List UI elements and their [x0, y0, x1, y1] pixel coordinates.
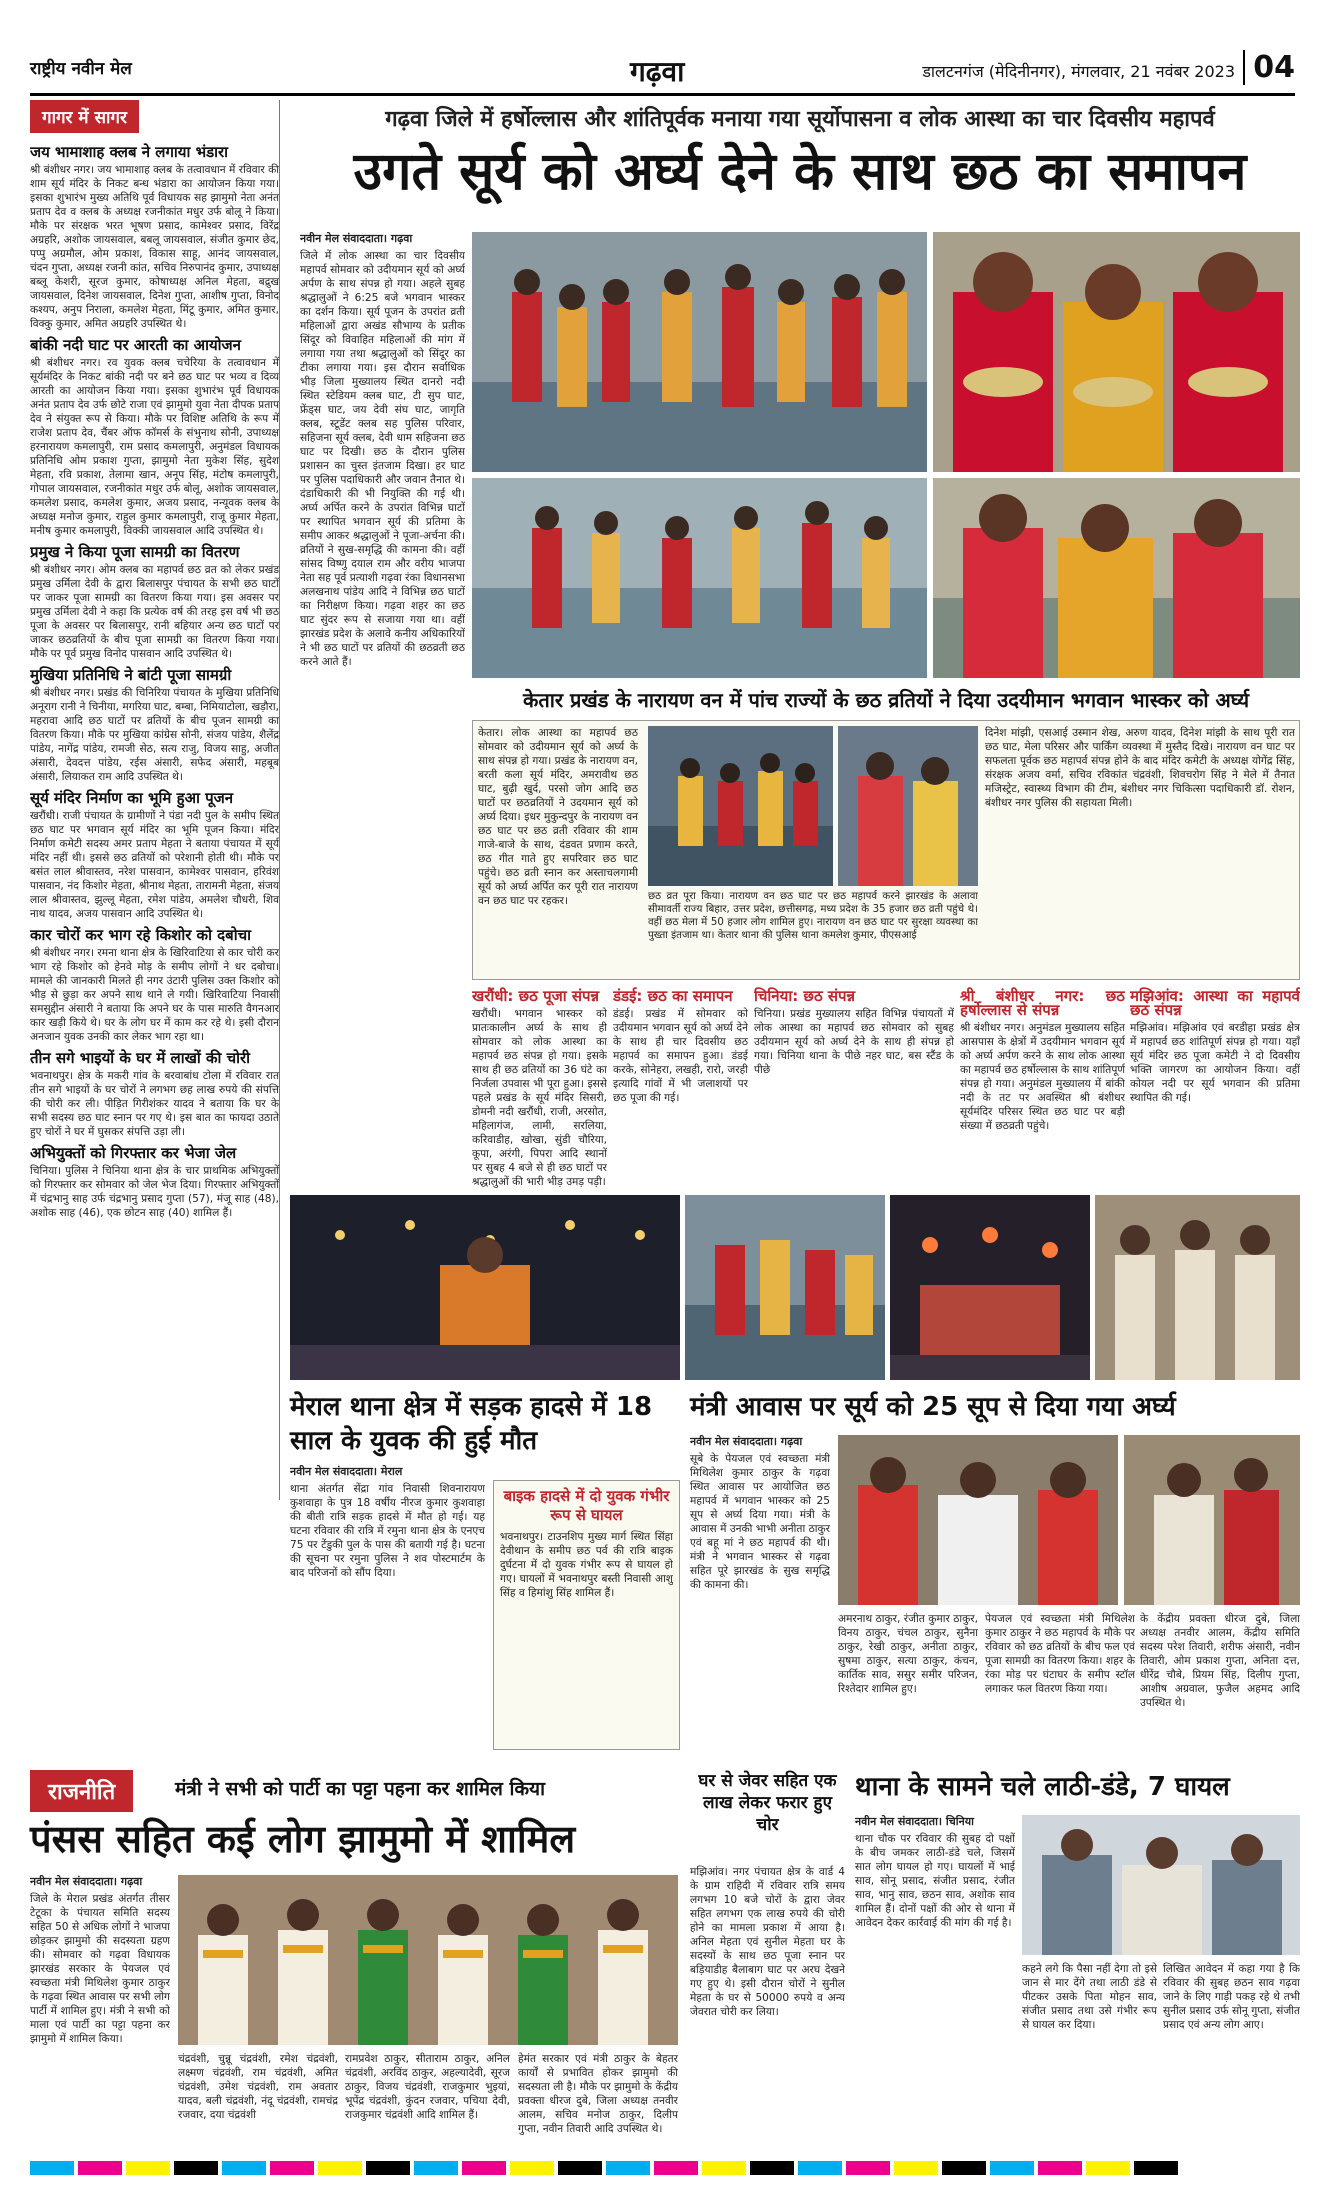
brief-body: खरौंधी। राजी पंचायत के ग्रामीणों ने पंडा नदी पुल के समीप स्थित छठ घाट पर भगवान सूर्य मंदिर का भूमि पूजन किया। मंदिर निर्माण कमेटी सदस्य अमर प्रताप मेहता ने बताया पंचायत में सूर्य मंदिर नहीं थी। इससे छठ व्रतियों को परेशानी होती थी। मौके पर बसंत लाल श्रीवास्तव, नरेश पासवान, कामेश्वर पासवान, हरिवंश पासवान, नंद किशोर मेहता, श्रीनाथ मेहता, तारामनी मेहता, संजय लाल श्रीवास्तव, झुल्लू मेहता, रमेश पांडेय, अमलेश चौधरी, शिव नाथ यादव, अजय पासवान आदि उपस्थित थे।	[30, 810, 279, 920]
color-swatch	[414, 2161, 458, 2175]
kharaundhi-body: खरौंधी। भगवान भास्कर को प्रातःकालीन अर्घ्य के साथ ही सोमवार को लोक आस्था का महापर्व छठ संपन्न हो गया। इसके साथ ही छठ व्रतियों का 36 घंटे का निर्जला उपवास भी पूरा हुआ। इससे पहले प्रखंड के सूर्य मंदिर सिसरी, डोमनी नदी खरौंधी, राजी, अरसोत, महिलागंज, लामी, सरलिया, करिवाडीह, खोखा, सुंडी चौरिया, कूपा, अरंगी, पिपरा आदि स्थानों पर सुबह 4 बजे से ही छठ घाटों पर श्रद्धालुओं की भारी भीड़ उमड़ पड़ी।	[472, 1008, 607, 1188]
politics-kicker: मंत्री ने सभी को पार्टी का पट्टा पहना कर शामिल किया	[175, 1778, 545, 1800]
photo-minister-fruit	[1124, 1435, 1300, 1605]
lathi-col2: कहने लगे कि पैसा नहीं देगा तो इसे जान से मार देंगे तथा लाठी डंडे से पीटकर उसके पिता मोहन साव, संजीत प्रसाद तथा उसे गंभीर रूप से घायल कर दिया।	[1022, 1963, 1157, 2031]
bike-accident-box	[493, 1480, 680, 1750]
photo-night-aarti	[290, 1195, 680, 1380]
photo-officials	[1095, 1195, 1300, 1380]
color-swatch	[1038, 2161, 1082, 2175]
lead-body-column	[300, 232, 465, 977]
color-swatch	[750, 2161, 794, 2175]
byline: नवीन मेल संवाददाता। गढ़वा	[300, 232, 413, 245]
chiniya-body: चिनिया। प्रखंड मुख्यालय सहित विभिन्न पंचायतों में लोक आस्था का महापर्व छठ सोमवार को सुबह उदीयमान सूर्य को अर्घ्य देने के साथ ही संपन्न हो गया। चिनिया थाना के पीछे नहर घाट, बस स्टैंड के पीछे	[754, 1008, 954, 1076]
lead-headline: उगते सूर्य को अर्घ्य देने के साथ छठ का समापन	[353, 142, 1247, 202]
color-swatch	[702, 2161, 746, 2175]
color-swatch	[1134, 2161, 1178, 2175]
color-swatch	[846, 2161, 890, 2175]
print-color-bar	[30, 2160, 1295, 2176]
color-swatch	[270, 2161, 314, 2175]
lathi-body: थाना चौक पर रविवार की सुबह दो पक्षों के बीच जमकर लाठी-डंडे चले, जिसमें सात लोग घायल हो गए। घायलों में भाई साव, सोनू प्रसाद, संजीत प्रसाद, रंजीत साव, भानु साव, छठन साव, अशोक साव शामिल हैं। दोनों पक्षों की ओर से थाना में आवेदन देकर कार्रवाई की मांग की गई है।	[855, 1833, 1015, 1929]
minister-arghya-col4: के केंद्रीय प्रवक्ता धीरज दुबे, जिला अध्यक्ष तनवीर आलम, केंद्रीय समिति सदस्य परेश तिवारी, शरीफ अंसारी, नवीन तिवारी, ओम प्रकाश गुप्ता, अनिता दत्त, धीरेंद्र चौबे, प्रियम सिंह, दिलीप गुप्ता, आशीष अग्रवाल, फुजैल अहमद आदि उपस्थित थे।	[1140, 1613, 1300, 1709]
color-swatch	[462, 2161, 506, 2175]
theft-headline: घर से जेवर सहित एक लाख लेकर फरार हुए चोर	[698, 1771, 837, 1835]
brief-title: तीन सगे भाइयों के घर में लाखों की चोरी	[30, 1049, 251, 1067]
brief-title: प्रमुख ने किया पूजा सामग्री का वितरण	[30, 543, 240, 561]
photo-ketar-1	[648, 726, 833, 886]
brief-body: श्री बंशीधर नगर। ओम क्लब का महापर्व छठ व्रत को लेकर प्रखंड प्रमुख उर्मिला देवी के द्वारा बिलासपुर पंचायत के सभी छठ घाटों पर जाकर पूजा सामग्री का वितरण किया गया। इस अवसर पर प्रमुख उर्मिला देवी ने कहा कि प्रत्येक वर्ष की तरह इस वर्ष भी छठ पूजा के अवसर पर बिलासपुर, रानी बहियार अन्य छठ घाटों पर जाकर छठव्रतियों के बीच पूजा सामग्री का वितरण किया गया। मौके पर पूर्व प्रमुख विनोद पासवान आदि उपस्थित थे।	[30, 564, 279, 660]
color-swatch	[126, 2161, 170, 2175]
politics-names-2: रामप्रवेश ठाकुर, सीताराम ठाकुर, अनिल चंद्रवंशी, अरविंद ठाकुर, अहल्यादेवी, सूरज ठाकुर, विजय चंद्रवंशी, राजकुमार भुइयां, भूपेंद्र चंद्रवंशी, कुंदन रजवार, पचिया देवी, राजकुमार चंद्रवंशी आदि शामिल हैं।	[345, 2053, 510, 2121]
brief-item	[30, 543, 279, 661]
masthead	[30, 50, 1295, 96]
ketar-right: दिनेश मांझी, एसआई उस्मान शेख, अरुण यादव, दिनेश मांझी के साथ पूरी रात छठ घाट, मेला परिसर और पार्किंग व्यवस्था में मुस्तैद दिखे। नारायण वन घाट पर सफलता पूर्वक छठ महापर्व संपन्न होने के बाद मंदिर कमेटी के अध्यक्ष योगेंद्र सिंह, संरक्षक अजय वर्मा, सचिव रविकांत चंद्रवंशी, शिवचरोग सिंह ने मेले में तैनात मजिस्ट्रेट, स्वास्थ्य विभाग की टीम, बंशीधर नगर चिकित्सा पदाधिकारी डॉ. रोशन, बंशीधर नगर पुलिस की सहायता मिली।	[985, 727, 1295, 809]
color-swatch	[798, 2161, 842, 2175]
color-swatch	[78, 2161, 122, 2175]
photo-lights-ghat	[890, 1195, 1090, 1380]
lathi-headline: थाना के सामने चले लाठी-डंडे, 7 घायल	[855, 1772, 1230, 1802]
brief-item	[30, 926, 279, 1044]
brief-title: मुखिया प्रतिनिधि ने बांटी पूजा सामग्री	[30, 666, 232, 684]
brief-item	[30, 666, 279, 784]
politics-body: जिले के मेराल प्रखंड अंतर्गत तीसर टेटूका के पंचायत समिति सदस्य सहित 50 से अधिक लोगों ने भाजपा छोड़कर झामुमो की सदस्यता ग्रहण की। सोमवार को गढ़वा विधायक झारखंड सरकार के पेयजल एवं स्वच्छता मंत्री मिथिलेश कुमार ठाकुर के गढ़वा स्थित आवास पर सभी लोग पार्टी में शामिल हुए। मंत्री ने सभी को माला एवं पार्टी का पट्टा पहना कर झामुमो में शामिल किया।	[30, 1893, 170, 2045]
bdnagar-body: श्री बंशीधर नगर। अनुमंडल मुख्यालय सहित आसपास के क्षेत्रों में उदयीमान भगवान सूर्य को अर्घ्य अर्पण करने के साथ लोक आस्था का महापर्व छठ हर्षोल्लास के साथ शांतिपूर्ण संपन्न हो गया। अनुमंडल मुख्यालय में बांकी नदी के तट पर अवस्थित श्री बंशीधर सूर्यमंदिर परिसर स्थित छठ घाट पर बड़ी संख्या में छठव्रती पहुंचे।	[960, 1022, 1125, 1132]
brief-title: अभियुक्तों को गिरफ्तार कर भेजा जेल	[30, 1144, 237, 1162]
ketar-body: केतार। लोक आस्था का महापर्व छठ सोमवार को उदीयमान सूर्य को अर्घ्य के साथ संपन्न हो गया। प्रखंड के नारायण वन, बरती कला सूर्य मंदिर, अमरावीथ छठ घाट, बुढ़ी खुर्द, परसो जोग आदि छठ घाटों पर छठव्रतियों ने उदयमान सूर्य को अर्घ्य दिया। इधर मुकुन्दपुर के नारायण वन छठ घाट पर छठ व्रती रविवार की शाम गाजे-बाजे के साथ, दंडवत प्रणाम करते, छठ गीत गाते हुए सपरिवार छठ घाट पहुंचे। छठ व्रती स्नान कर अस्ताचलगामी सूर्य को अर्घ्य अर्पित कर पूरी रात नारायण वन छठ घाट पर रहकर।	[478, 727, 638, 907]
left-column	[30, 100, 280, 1500]
politics-body-column	[30, 1875, 170, 2160]
minister-arghya-col3: पेयजल एवं स्वच्छता मंत्री मिथिलेश कुमार ठाकुर ने छठ महापर्व के मौके पर रविवार को छठ व्रतियों के बीच फल एवं पूजा सामग्री का वितरण किया। शहर के रंका मोड़ पर घंटाघर के समीप स्टॉल लगाकर फल वितरण किया गया।	[985, 1613, 1135, 1695]
color-swatch	[654, 2161, 698, 2175]
minister-arghya-headline: मंत्री आवास पर सूर्य को 25 सूप से दिया गया अर्घ्य	[690, 1392, 1176, 1422]
ketar-headline: केतार प्रखंड के नारायण वन में पांच राज्यों के छठ व्रतियों ने दिया उदयीमान भगवान भास्कर को अर्घ्य	[522, 688, 1250, 712]
brief-item	[30, 143, 279, 331]
brief-body: भवनाथपुर। क्षेत्र के मकरी गांव के बरवाबांध टोला में रविवार रात तीन सगे भाइयों के घर चोरों ने लगभग छह लाख रुपये की संपत्ति की चोरी कर ली। पीड़ित गिरीशंकर यादव ने बताया कि घर के सभी सदस्य छठ घाट स्नान पर गए थे। इस बात का फायदा उठाते हुए चोरों ने घर में घुसकर संपत्ति उड़ा ली।	[30, 1070, 279, 1138]
brief-body: श्री बंशीधर नगर। रमना थाना क्षेत्र के खिरिवाटिया से कार चोरी कर भाग रहे किशोर को हेनवे मोड़ के समीप लोगों ने धर दबोचा। मामले की जानकारी मिलते ही नगर उंटारी पुलिस उक्त किशोर को भीड़ से छुड़ा कर अपने साथ थाने ले गयी। खिरिवाटिया निवासी समसुद्दीन अंसारी ने बताया कि अपने घर के पास मारुति वैगनआर कार खड़ी किये थे। घर के लोग घर में काम कर रहे थे। इसी दौरान अनजान युवक उनकी कार लेकर भाग रहा था।	[30, 947, 279, 1043]
meral-body-column	[290, 1465, 485, 1755]
lathi-col3: लिखित आवेदन में कहा गया है कि रविवार की सुबह छठन साव गढ़वा जाने के लिए गाड़ी पकड़ रहे थे तभी सुनील प्रसाद उर्फ सोनू गुप्ता, संजीत प्रसाद एवं अन्य लोग आए।	[1163, 1963, 1300, 2031]
byline: नवीन मेल संवाददाता। गढ़वा	[30, 1875, 143, 1888]
meral-headline: मेराल थाना क्षेत्र में सड़क हादसे में 18 साल के युवक की हुई मौत	[290, 1392, 653, 1456]
minister-arghya-col2: अमरनाथ ठाकुर, रंजीत कुमार ठाकुर, विनय ठाकुर, चंचल ठाकुर, सुनैना ठाकुर, रेखी ठाकुर, अनीता ठाकुर, सुषमा ठाकुर, सत्या ठाकुर, कंचन, कार्तिक साव, ससुर समीर परिजन, रिश्तेदार शामिल हुए।	[838, 1613, 978, 1695]
color-swatch	[174, 2161, 218, 2175]
theft-body: मझिआंव। नगर पंचायत क्षेत्र के वार्ड 4 के ग्राम राहिदी में रविवार रात्रि समय लगभग 10 बजे चोरों के द्वारा जेवर सहित लगभग एक लाख रुपये की चोरी होने का मामला प्रकाश में आया है। अनिल मेहता एवं सुनील मेहता घर के सदस्यों के साथ छठ पूजा स्नान पर बड़ियाडीह बैलाबाग घाट पर अरघ देखने गए हुए थे। इसी दौरान चोरों ने सुनील मेहता के घर से 50000 रुपये व अन्य जेवरात चोरी कर लिया।	[690, 1866, 845, 2018]
color-swatch	[606, 2161, 650, 2175]
meral-body: थाना अंतर्गत सेंद्रा गांव निवासी शिवनारायण कुशवाहा के पुत्र 18 वर्षीय नीरज कुमार कुशवाहा की बीती रात्रि सड़क हादसे में मौत हो गई। यह घटना रविवार की रात्रि में रमुना थाना क्षेत्र के एनएच 75 पर टेंडुकी पुल के पास की बतायी गई है। घटना की सूचना पर रमुना पुलिस ने शव पोस्टमार्टम के बाद परिजनों को सौंप दिया।	[290, 1483, 485, 1579]
ketar-caption: छठ व्रत पूरा किया। नारायण वन छठ घाट पर छठ महापर्व करने झारखंड के अलावा सीमावर्ती राज्य बिहार, उत्तर प्रदेश, छत्तीसगढ़, मध्य प्रदेश के 35 हजार छठ व्रती पहुंचे थे। वहीं छठ मेला में 50 हजार लोग शामिल हुए। नारायण वन छठ घाट पर सुरक्षा व्यवस्था का पुख्ता इंतजाम था। केतार थाना की पुलिस थाना कमलेश कुमार, पीएसआई	[648, 891, 978, 941]
color-swatch	[990, 2161, 1034, 2175]
photo-minister-home	[838, 1435, 1118, 1605]
politics-tag: राजनीति	[30, 1770, 133, 1812]
minister-arghya-body: सूबे के पेयजल एवं स्वच्छता मंत्री मिथिलेश कुमार ठाकुर के गढ़वा स्थित आवास पर आयोजित छठ महापर्व में भगवान भास्कर को 25 सूप से अर्घ्य दिया गया। मंत्री के आवास में उनकी भाभी अनीता ठाकुर एवं बहू मां ने छठ महापर्व की थी। मंत्री ने भगवान भास्कर से गढ़वा सहित पूरे झारखंड के सुख समृद्धि की कामना की।	[690, 1453, 830, 1591]
color-swatch	[894, 2161, 938, 2175]
brief-title: बांकी नदी घाट पर आरती का आयोजन	[30, 336, 242, 354]
color-swatch	[1086, 2161, 1130, 2175]
photo-injured	[1022, 1815, 1300, 1955]
color-swatch	[318, 2161, 362, 2175]
photo-women-worship	[933, 232, 1300, 472]
politics-headline: पंसस सहित कई लोग झामुमो में शामिल	[30, 1817, 576, 1861]
photo-ketar-2	[838, 726, 978, 886]
brief-item	[30, 789, 279, 921]
minister-arghya-body-column	[690, 1435, 830, 1755]
brief-body: श्री बंशीधर नगर। जय भामाशाह क्लब के तत्वावधान में रविवार की शाम सूर्य मंदिर के निकट बन्ध भंडारा का आयोजन किया गया। इसका शुभारंभ मुख्य अतिथि पूर्व विधायक सह झामुमो नेता अनंत प्रताप देव व क्लब के अध्यक्ष रजनीकांत मधुर उर्फ बोलू ने किया। मौके पर संरक्षक भरत भूषण प्रसाद, कामेश्वर प्रसाद, विरेंद्र अग्रहरि, अशोक जायसवाल, बबलू जायसवाल, संजीत कुमार छेद, पप्पु अग्रमौल, ओम प्रकाश, विकास साहू, आनंद जायसवाल, चंदन गुप्ता, अध्यक्ष रजनी कांत, सचिव निरुपानंद कुमार, उपाध्यक्ष बब्लू केशरी, सूरज कुमार, कोषाध्यक्ष अनिल मेहता, बद्रुख जायसवाल, दिनेश जायसवाल, दिनेश गुप्ता, आशीष गुप्ता, विनोद कश्यप, अनुप निराला, कमलेश मेहता, मिंटू कुमार, अमित कुमार, विक्कु कुमार, अमित अग्रहरि उपस्थित थे।	[30, 164, 279, 330]
color-swatch	[510, 2161, 554, 2175]
majhiaon-brief	[1130, 985, 1300, 1190]
brief-body: श्री बंशीधर नगर। प्रखंड की चिनिरिया पंचायत के मुखिया प्रतिनिधि अनूराग रानी ने चिनीया, मगरिया घाट, बम्बा, निमियाटोला, खड़ौरा, महरावा आदि छठ घाटों पर व्रतियों के बीच पूजन सामग्री का वितरण किया। मौके पर मुखिया कांग्रेस सोनी, संजय पांडेय, शैलेंद्र पांडेय, नागेंद्र पांडेय, रामजी सेठ, सत्य राजु, विजय साहु, अजीत अंसारी, देवदत्त पांडेय, रईस अंसारी, सफेद अंसारी, महबूब अंसारी, लियाकत राम आदि उपस्थित थे।	[30, 687, 279, 783]
politics-names-1: चंद्रवंशी, चुन्नू चंद्रवंशी, रमेश चंद्रवंशी, लक्ष्मण चंद्रवंशी, राम चंद्रवंशी, अमित चंद्रवंशी, उमेश चंद्रवंशी, राम अवतार यादव, बली चंद्रवंशी, नंदू चंद्रवंशी, रामचंद्र रजवार, दया चंद्रवंशी	[178, 2053, 338, 2121]
brief-item	[30, 336, 279, 538]
section-tag: गागर में सागर	[30, 100, 139, 133]
photo-jmm-joining	[178, 1875, 678, 2045]
kharaundhi-title: खरौंधी: छठ पूजा संपन्न	[472, 987, 600, 1005]
color-swatch	[558, 2161, 602, 2175]
majhiaon-title: मझिआंव: आस्था का महापर्व छठ संपन्न	[1130, 987, 1300, 1019]
byline: नवीन मेल संवाददाता। मेराल	[290, 1465, 403, 1478]
chiniya-brief	[754, 985, 954, 1190]
bike-accident-body: भवनाथपुर। टाउनशिप मुख्य मार्ग स्थित सिंहा देवीथान के समीप छठ पर्व की रात्रि बाइक दुर्घटना में दो युवक गंभीर रूप से घायल हो गए। घायलों में भवनाथपुर बस्ती निवासी आशु सिंह व हिमांशु सिंह शामिल हैं।	[500, 1531, 673, 1599]
photo-river-arghya	[472, 478, 927, 678]
color-swatch	[942, 2161, 986, 2175]
dateline: डालटनगंज (मेदिनीनगर), मंगलवार, 21 नवंबर 2023	[922, 62, 1235, 81]
byline: नवीन मेल संवाददाता। गढ़वा	[690, 1435, 803, 1448]
byline: नवीन मेल संवाददाता। चिनिया	[855, 1815, 974, 1828]
color-swatch	[30, 2161, 74, 2175]
brief-title: जय भामाशाह क्लब ने लगाया भंडारा	[30, 143, 229, 161]
bdnagar-brief	[960, 985, 1125, 1190]
photo-ghat-morning	[685, 1195, 885, 1380]
brief-title: सूर्य मंदिर निर्माण का भूमि हुआ पूजन	[30, 789, 234, 807]
majhiaon-body: मझिआंव। मझिआंव एवं बरडीहा प्रखंड क्षेत्र में महापर्व छठ शांतिपूर्ण संपन्न हो गया। यहाँ सूर्य मंदिर छठ पूजा कमेटी ने दो दिवसीय भक्ति जागरण का आयोजन किया। वहीं कोयल नदी पर सूर्य भगवान की प्रतिमा स्थापित की गई।	[1130, 1022, 1300, 1104]
brief-body: श्री बंशीधर नगर। रव युवक क्लब चचेरिया के तत्वावधान में सूर्यमंदिर के निकट बांकी नदी पर बने छठ घाट पर भव्य व दिव्य आरती का आयोजन किया गया। इसका शुभारंभ पूर्व विधायक अनंत प्रताप देव उर्फ छोटे राजा एवं झामुमो युवा नेता दीपक प्रताप देव ने संयुक्त रूप से किया। मौके पर विशिष्ट अतिथि के रूप में राजेश प्रताप देव, चैंबर ऑफ कॉमर्स के संभुनाथ सोनी, उपाध्यक्ष हरनारायण कमलापुरी, राम प्रसाद कमलापुरी, अनुमंडल विधायक प्रतिनिधि ओम प्रकाश गुप्ता, झामुमो नेता मुकेश सिंह, सुदेश मेहता, रवि प्रकाश, तेलामा खान, अनूप सिंह, मंटोष कमलापुरी, गोपाल जायसवाल, रजनीकांत मधुर उर्फ बोलू, अशोक जायसवाल, कमलेश प्रसाद, कमलेश कुमार, अजय प्रसाद, नन्यूवक क्लब के अध्यक्ष मनोज कुमार, राहुल कुमार कमलापुरी, राजू कुमार मेहता, मनीष कुमार कमलापुरी, विक्की जायसवाल आदि उपस्थित थे।	[30, 357, 279, 537]
dandai-title: डंडई: छठ का समापन	[613, 987, 733, 1005]
photo-ghat-crowd	[472, 232, 927, 472]
chiniya-title: चिनिया: छठ संपन्न	[754, 987, 856, 1005]
brief-item	[30, 1049, 279, 1139]
brief-body: चिनिया। पुलिस ने चिनिया थाना क्षेत्र के चार प्राथमिक अभियुक्तों को गिरफ्तार कर सोमवार को जेल भेज दिया। गिरफ्तार अभियुक्तों में चंद्रभानु साह उर्फ चंद्रभानु प्रसाद गुप्ता (57), मंजू साह (48), अशोक साह (46), एक छोटन साह (40) शामिल हैं।	[30, 1165, 279, 1219]
lathi-body-column	[855, 1815, 1015, 2160]
lead-body: जिले में लोक आस्था का चार दिवसीय महापर्व सोमवार को उदीयमान सूर्य को अर्घ्य अर्पण के साथ संपन्न हो गया। अहले सुबह श्रद्धालुओं ने 6:25 बजे भगवान भास्कर का दर्शन किया। सूर्य पूजन के उपरांत व्रती महिलाओं द्वारा अखंड सौभाग्य के प्रतीक सिंदूर को विवाहित महिलाओं की मांग में लगाया गया तथा श्रद्धालुओं को सिंदूर का टीका लगाया गया। इस दौरान सर्वाधिक भीड़ जिला मुख्यालय स्थित दानरो नदी स्थित स्टेडियम क्लब घाट, टी सुप घाट, फ्रेंड्स घाट, जय देवी संघ घाट, जागृति क्लब, स्टूडेंट क्लब सह पुलिस परिवार, सहिजना सूर्य क्लब, देवी धाम सहिजना छठ घाट पर दिखी। छठ के दौरान पुलिस प्रशासन का चुस्त इंतजाम दिखा। हर घाट पर पुलिस पदाधिकारी और जवान तैनात थे। दंडाधिकारी की भी नियुक्ति की गई थी। अर्घ्य अर्पित करने के उपरांत विभिन्न घाटों पर स्थापित भगवान सूर्य की प्रतिमा के समीप आकर श्रद्धालुओं ने पूजा-अर्चना की। व्रतियों ने सुख-समृद्धि की कामना की। वहीं सांसद विष्णु दयाल राम और वरीय भाजपा नेता सह पूर्व प्रत्याशी गढ़वा रंका विधानसभा अलखनाथ पांडेय आदि ने विभिन्न छठ घाटों का निरीक्षण किया। गढ़वा शहर का छठ घाट सुंदर रूप से सजाया गया था। वहीं झारखंड प्रदेश के अलावे कनीय अधिकारियों ने भी छठ घाटों पर व्रतियों की छठव्रती छठ करने आते हैं।	[300, 250, 465, 668]
lead-kicker: गढ़वा जिले में हर्षोल्लास और शांतिपूर्वक मनाया गया सूर्योपासना व लोक आस्था का चार दिवसीय महापर्व	[385, 107, 1215, 132]
brand-logo: राष्ट्रीय नवीन मेल	[30, 59, 132, 79]
color-swatch	[222, 2161, 266, 2175]
bdnagar-title: श्री बंशीधर नगर: छठ हर्षोल्लास से संपन्न	[960, 987, 1125, 1019]
color-swatch	[366, 2161, 410, 2175]
dandai-body: डंडई। प्रखंड में सोमवार को उदीयमान भगवान सूर्य को अर्घ्य देने के साथ ही चार दिवसीय छठ महापर्व का समापन हुआ। डंडई करके, सोनेहरा, लखही, रारो, जरही इत्यादि गांवों में भी जलाशयों पर छठ पूजा की गई।	[613, 1008, 748, 1104]
page-number: 04	[1243, 50, 1295, 85]
politics-names-3: हेमंत सरकार एवं मंत्री ठाकुर के बेहतर कार्यों से प्रभावित होकर झामुमो की सदस्यता ली है। मौके पर झामुमो के केंद्रीय प्रवक्ता धीरज दुबे, जिला अध्यक्ष तनवीर आलम, सचिव मनोज ठाकुर, दिलीप गुप्ता, नवीन तिवारी आदि उपस्थित थे।	[518, 2053, 678, 2135]
section-title: गढ़वा	[630, 55, 685, 88]
photo-devotees-ghat	[933, 478, 1300, 678]
brief-title: कार चोरों कर भाग रहे किशोर को दबोचा	[30, 926, 252, 944]
brief-item	[30, 1144, 279, 1220]
bike-accident-title: बाइक हादसे में दो युवक गंभीर रूप से घायल	[503, 1487, 670, 1524]
